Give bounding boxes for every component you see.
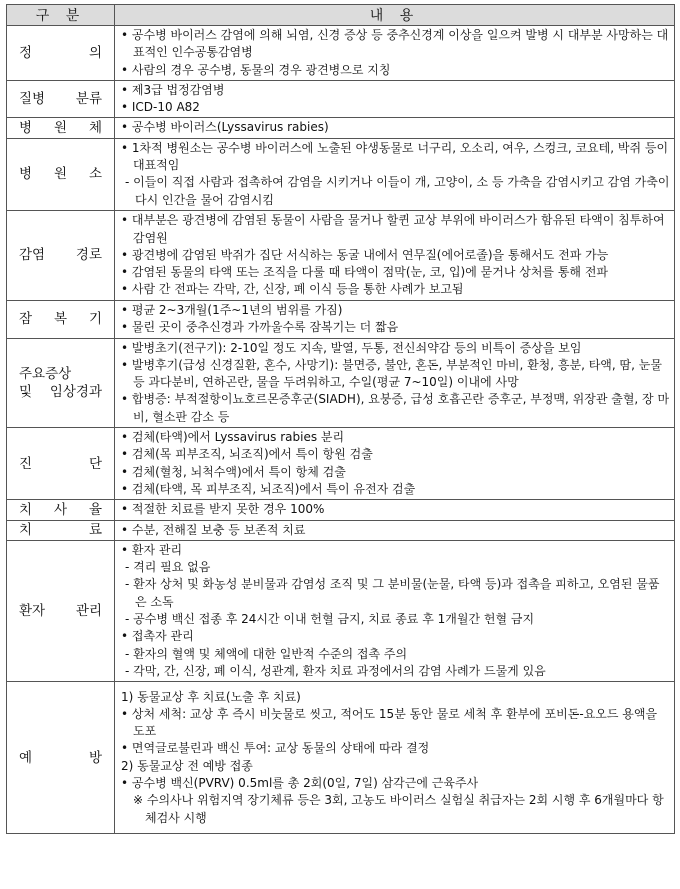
content-line: - 환자의 혈액 및 체액에 대한 일반적 수준의 접촉 주의 [125, 646, 408, 661]
content-line: • 상처 세척: 교상 후 즉시 비눗물로 씻고, 적어도 15분 동안 물로 세척 후 환부에 포비돈-요오드 용액을 도포 [121, 706, 658, 739]
row-category: 질병 분류 [7, 80, 115, 118]
row-category [7, 338, 115, 427]
table-row [7, 26, 675, 81]
table-row [7, 500, 675, 520]
row-content [115, 26, 675, 81]
document-page [6, 4, 674, 834]
content-line: • 광견병에 감염된 박쥐가 집단 서식하는 동굴 내에서 연무질(에어로졸)을 통해서도 전파 가능 [121, 247, 609, 262]
content-line: • 공수병 백신(PVRV) 0.5ml를 총 2회(0일, 7일) 삼각근에 근육주사 [121, 776, 479, 790]
content-line: • 검체(타액, 목 피부조직, 뇌조직)에서 특이 유전자 검출 [121, 481, 416, 496]
content-line: 2) 동물교상 전 예방 접종 [121, 758, 253, 773]
content-line: • 평균 2~3개월(1주~1년의 범위를 가짐) [121, 302, 343, 317]
table-row [7, 428, 675, 500]
content-line: • 물린 곳이 중추신경과 가까울수록 잠복기는 더 짧음 [121, 320, 399, 335]
content-line: • 발병후기(급성 신경질환, 혼수, 사망기): 불면증, 불안, 혼돈, 부분적인 마비, 환청, 흥분, 타액, 땀, 눈물 등 과다분비, 연하곤란, 물을 두려워하고, 수일(평균 7~10일) 이내에 사망 [121, 357, 662, 390]
row-category: 치 사 율 [7, 500, 115, 520]
content-line: • 검체(혈청, 뇌척수액)에서 특이 항체 검출 [121, 464, 346, 479]
content-line: • 1차적 병원소는 공수병 바이러스에 노출된 야생동물로 너구리, 오소리, 여우, 스컹크, 코요테, 박쥐 등이 대표적임 [121, 140, 669, 173]
row-category: 치 료 [7, 520, 115, 540]
row-content [115, 80, 675, 118]
row-content [115, 540, 675, 681]
table-body [7, 26, 675, 834]
row-category: 예 방 [7, 682, 115, 834]
content-line: • 사람의 경우 공수병, 동물의 경우 광견병으로 지칭 [121, 62, 391, 77]
row-category: 진 단 [7, 428, 115, 500]
content-line: - 공수병 백신 접종 후 24시간 이내 헌혈 금지, 치료 종료 후 1개월간 헌혈 금지 [125, 612, 535, 627]
row-category: 환자 관리 [7, 540, 115, 681]
content-line: • 수분, 전해질 보충 등 보존적 치료 [121, 522, 306, 537]
table-row [7, 210, 675, 300]
disease-info-table [6, 4, 675, 834]
row-content [115, 300, 675, 338]
row-content [115, 210, 675, 300]
content-line: • 공수병 바이러스(Lyssavirus rabies) [121, 120, 329, 135]
content-line: - 격리 필요 없음 [125, 560, 211, 575]
content-line: • ICD-10 A82 [121, 100, 200, 115]
content-line: • 사람 간 전파는 각막, 간, 신장, 폐 이식 등을 통한 사례가 보고됨 [121, 282, 464, 297]
content-line: • 발병초기(전구기): 2-10일 정도 지속, 발열, 두통, 전신쇠약감 등의 비특이 증상을 보임 [121, 340, 582, 355]
row-category: 잠 복 기 [7, 300, 115, 338]
row-category: 병 원 체 [7, 118, 115, 138]
row-content [115, 520, 675, 540]
content-line: • 감염된 동물의 타액 또는 조직을 다룰 때 타액이 점막(눈, 코, 입)에 묻거나 상처를 통해 전파 [121, 265, 609, 280]
row-content [115, 682, 675, 834]
table-row [7, 138, 675, 210]
content-line: • 환자 관리 [121, 542, 183, 557]
table-row [7, 540, 675, 681]
row-category: 정 의 [7, 26, 115, 81]
table-row [7, 520, 675, 540]
table-row [7, 338, 675, 427]
row-content [115, 500, 675, 520]
row-content [115, 118, 675, 138]
content-line: • 대부분은 광견병에 감염된 동물이 사람을 물거나 할퀸 교상 부위에 바이러스가 함유된 타액이 침투하여 감염원 [121, 213, 665, 245]
content-line: 1) 동물교상 후 치료(노출 후 치료) [121, 689, 301, 704]
content-line: • 검체(타액)에서 Lyssavirus rabies 분리 [121, 430, 345, 445]
row-content [115, 428, 675, 500]
content-line: ※ 수의사나 위험지역 장기체류 등은 3회, 고농도 바이러스 실험실 취급자는 2회 시행 후 6개월마다 항체검사 시행 [133, 793, 664, 825]
table-row [7, 118, 675, 138]
content-line: • 검체(목 피부조직, 뇌조직)에서 특이 항원 검출 [121, 447, 373, 462]
content-line: • 면역글로불린과 백신 투여: 교상 동물의 상태에 따라 결정 [121, 741, 430, 756]
content-line: - 환자 상처 및 화농성 분비물과 감염성 조직 및 그 분비물(눈물, 타액 등)과 접촉을 피하고, 오염된 물품은 소독 [125, 577, 660, 609]
table-row [7, 300, 675, 338]
table-row [7, 80, 675, 118]
row-category: 병 원 소 [7, 138, 115, 210]
content-line: • 제3급 법정감염병 [121, 82, 225, 97]
row-content [115, 138, 675, 210]
row-content [115, 338, 675, 427]
content-line: • 접촉자 관리 [121, 629, 194, 644]
header-content: 내 용 [115, 5, 675, 26]
row-category-line: 주요증상 [19, 365, 72, 382]
content-line: • 공수병 바이러스 감염에 의해 뇌염, 신경 증상 등 중추신경계 이상을 일으켜 발병 시 대부분 사망하는 대표적인 인수공통감염병 [121, 28, 669, 60]
content-line: • 적절한 치료를 받지 못한 경우 100% [121, 502, 325, 517]
header-category: 구 분 [7, 5, 115, 26]
table-row [7, 682, 675, 834]
row-category: 감염 경로 [7, 210, 115, 300]
content-line: • 합병증: 부적절항이뇨호르몬증후군(SIADH), 요붕증, 급성 호흡곤란 증후군, 부정맥, 위장관 출혈, 장 마비, 혈소판 감소 등 [121, 392, 670, 424]
content-line: - 각막, 간, 신장, 폐 이식, 성관계, 환자 치료 과정에서의 감염 사례가 드물게 있음 [125, 663, 546, 678]
content-line: - 이들이 직접 사람과 접촉하여 감염을 시키거나 이들이 개, 고양이, 소 등 가축을 감염시키고 감염 가축이 다시 인간을 물어 감염시킴 [125, 175, 670, 207]
table-header-row [7, 5, 675, 26]
row-category-line: 및 임상경과 [19, 383, 102, 400]
